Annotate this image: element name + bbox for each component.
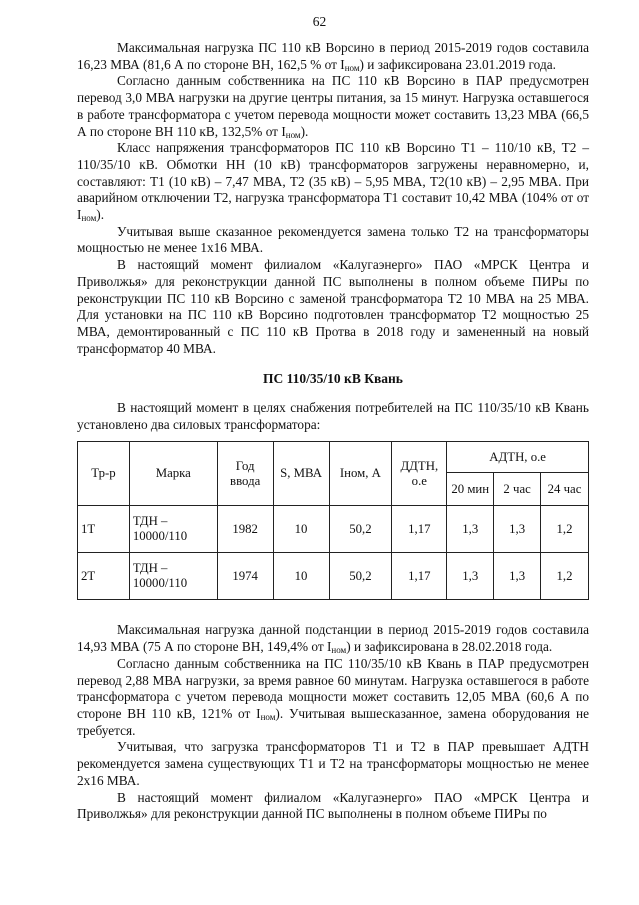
section-title: ПС 110/35/10 кВ Квань [263,371,403,387]
paragraph: Учитывая выше сказанное рекомендуется замена только Т2 на трансформаторы мощностью не менее 1х16 МВА. [77,223,589,256]
intro-paragraph: В настоящий момент в целях снабжения потребителей на ПС 110/35/10 кВ Квань установлено два силовых трансформатора: [77,400,589,432]
cell-24h: 1,2 [541,506,589,553]
paragraph: Класс напряжения трансформаторов ПС 110 кВ Ворсино Т1 – 110/10 кВ, Т2 – 110/35/10 кВ. Обмотки НН (10 кВ) трансформаторов загружены неравномерно, и, составляют: Т1 (10 кВ) – 7,47 МВА, Т2 (35 кВ) – 5,95 МВА, Т2(10 кВ) – 2,95 МВА. При аварийном отключении Т2, нагрузка трансформатора Т1 составит 10,42 МВА (104% от от $I_{ном}$). [77,140,589,224]
header-year: Год ввода [217,442,273,506]
cell-24h: 1,2 [541,553,589,600]
cell-inom: 50,2 [329,553,392,600]
cell-tr: 1Т [78,506,130,553]
paragraphs-bottom [77,622,589,822]
page-number: 62 [312,14,327,29]
cell-tr: 2Т [78,553,130,600]
document-body [77,40,589,823]
header-24h: 24 час [541,473,589,506]
header-adtn: АДТН, о.е [447,442,589,473]
cell-brand: ТДН – 10000/110 [129,506,217,553]
cell-year: 1982 [217,506,273,553]
paragraph: В настоящий момент филиалом «Калугаэнерго» ПАО «МРСК Центра и Приволжья» для реконструкции данной ПС выполнены в полном объеме ПИРы по [77,789,589,822]
cell-20min: 1,3 [447,506,494,553]
cell-year: 1974 [217,553,273,600]
paragraph: В настоящий момент филиалом «Калугаэнерго» ПАО «МРСК Центра и Приволжья» для реконструкции данной ПС выполнены в полном объеме ПИРы по реконструкции ПС 110 кВ Ворсино с заменой трансформатора Т2 10 МВА на 25 МВА. Для установки на ПС 110 кВ Ворсино подготовлен трансформатор Т2 мощностью 25 МВА, демонтированный с ПС 110 кВ Протва в 2018 году и замененный на новый трансформатор 40 МВА. [77,257,589,356]
cell-ddtn: 1,17 [392,553,447,600]
cell-inom: 50,2 [329,506,392,553]
cell-20min: 1,3 [447,553,494,600]
cell-2h: 1,3 [494,553,541,600]
cell-brand: ТДН – 10000/110 [129,553,217,600]
cell-s: 10 [273,506,329,553]
header-tr: Тр-р [78,442,130,506]
header-inom: Iном, А [329,442,392,506]
header-20min: 20 мин [447,473,494,506]
header-ddtn: ДДТН, о.е [392,442,447,506]
cell-ddtn: 1,17 [392,506,447,553]
header-2h: 2 час [494,473,541,506]
header-s: S, МВА [273,442,329,506]
paragraph: Максимальная нагрузка данной подстанции в период 2015-2019 годов составила 14,93 МВА (75 А по стороне ВН, 149,4% от $I_{ном}$) и зафиксирована в 28.02.2018 года. [77,622,589,656]
paragraph: Согласно данным собственника на ПС 110/35/10 кВ Квань в ПАР предусмотрен перевод 2,88 МВА нагрузки, за время равное 60 минутам. Нагрузка оставшегося в работе трансформатора с учетом перевода мощности может составить 12,05 МВА (60,6 А по стороне ВН 110 кВ, 121% от $I_{ном}$). Учитывая вышесказанное, замена оборудования не требуется. [77,655,589,738]
paragraphs-top [77,40,589,357]
paragraph: Согласно данным собственника на ПС 110 кВ Ворсино в ПАР предусмотрен перевод 3,0 МВА нагрузки на другие центры питания, за 15 минут. Нагрузка оставшегося в работе трансформатора с учетом перевода мощности может составить 13,23 МВА (66,5 А по стороне ВН 110 кВ, 132,5% от $I_{ном}$). [77,73,589,140]
cell-2h: 1,3 [494,506,541,553]
table-row [78,553,589,600]
cell-s: 10 [273,553,329,600]
transformer-table [77,441,589,600]
table-row [78,506,589,553]
paragraph: Максимальная нагрузка ПС 110 кВ Ворсино в период 2015-2019 годов составила 16,23 МВА (81,6 А по стороне ВН, 162,5 % от $I_{ном}$) и зафиксирована 23.01.2019 года. [77,40,589,73]
header-brand: Марка [129,442,217,506]
paragraph: Учитывая, что загрузка трансформаторов Т1 и Т2 в ПАР превышает АДТН рекомендуется замена существующих Т1 и Т2 на трансформаторы мощностью не менее 2х16 МВА. [77,739,589,788]
